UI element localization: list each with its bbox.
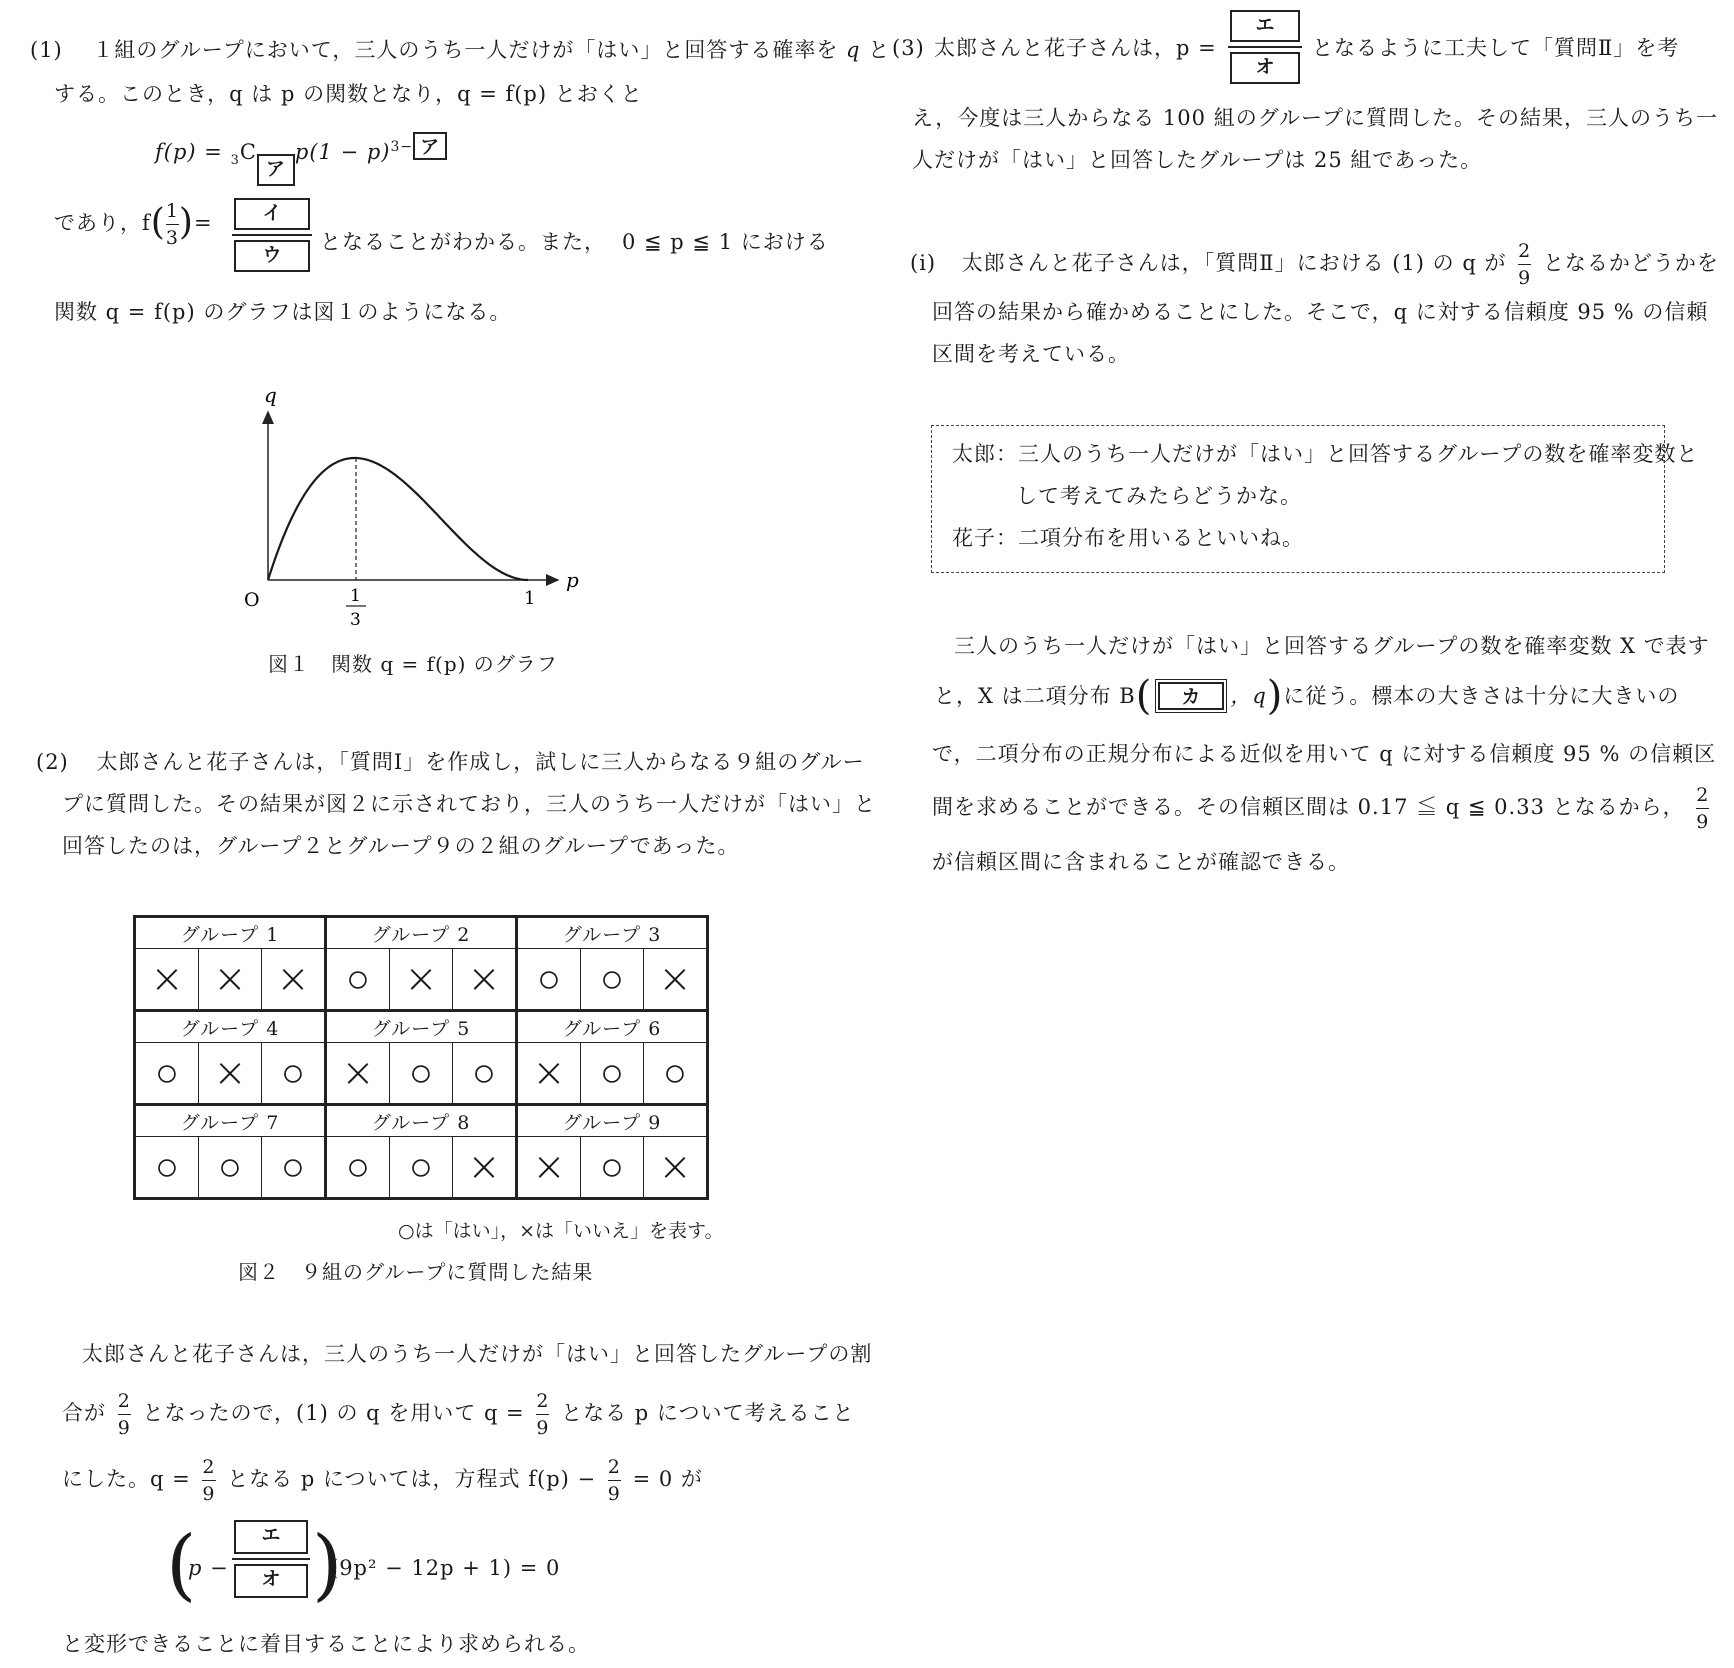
group-header: グループ 9 (517, 1105, 708, 1137)
answer-cell: × (644, 949, 708, 1011)
group-header: グループ 2 (326, 917, 517, 949)
answer-box-u[interactable]: ウ (234, 240, 310, 272)
part3-para-line4: 間を求めることができる。その信頼区間は 0.17 ≦ q ≦ 0.33 となるから， $\frac{2}{9}$ (932, 784, 1710, 833)
answer-box-i[interactable]: イ (234, 198, 310, 230)
part3-para-line1: 三人のうち一人だけが「はい」と回答するグループの数を確率変数 X で表す (954, 634, 1710, 658)
curve-f-p (268, 458, 528, 580)
part2b-line1: 太郎さんと花子さんは，三人のうち一人だけが「はい」と回答したグループの割 (82, 1342, 873, 1366)
answer-box-ka[interactable]: カ (1158, 682, 1224, 710)
part3-i-number: (i) (910, 251, 937, 275)
answer-box-a[interactable]: ア (257, 154, 295, 186)
answer-box-e[interactable]: エ (234, 1520, 308, 1554)
answer-cell: ○ (644, 1043, 708, 1105)
group-header: グループ 8 (326, 1105, 517, 1137)
q-axis-label: q (264, 383, 277, 407)
answer-cell: × (453, 949, 517, 1011)
fraction-e-o-part3 (1228, 10, 1302, 84)
group-header: グループ 5 (326, 1011, 517, 1043)
answer-cell: ○ (135, 1043, 199, 1105)
group-header: グループ 6 (517, 1011, 708, 1043)
part3-para-line3: で，二項分布の正規分布による近似を用いて q に対する信頼度 95 % の信頼区 (932, 742, 1717, 766)
figure2-caption: 図２ ９組のグループに質問した結果 (238, 1260, 594, 1284)
part3-i-line1: (i) 太郎さんと花子さんは，「質問Ⅱ」における (1) の q が $\frac{2}{9}$ となるかどうかを (910, 240, 1719, 289)
part3-i-line2: 回答の結果から確かめることにした。そこで，q に対する信頼度 95 % の信頼 (932, 300, 1709, 324)
tick-one: 1 (524, 588, 536, 609)
answer-cell: ○ (390, 1043, 453, 1105)
dialogue-taro-line2: して考えてみたらどうかな。 (1016, 484, 1302, 508)
tick-third-den: 3 (350, 610, 361, 630)
answer-cell: × (135, 949, 199, 1011)
tick-third-num: 1 (350, 586, 361, 606)
part3-number: (3) (892, 36, 925, 60)
part3-line2: え，今度は三人からなる 100 組のグループに質問した。その結果，三人のうち一 (912, 106, 1719, 130)
part3-line3: 人だけが「はい」と回答したグループは 25 組であった。 (912, 148, 1483, 172)
part2b-line3: にした。q = $\frac{2}{9}$ となる p については，方程式 f(p) − $\frac{2}{9}$ = 0 が (62, 1456, 703, 1505)
dialogue-box (931, 425, 1699, 573)
p-axis-label: p (566, 568, 579, 592)
answer-cell: × (644, 1137, 708, 1199)
answer-cell: ○ (326, 1137, 390, 1199)
part2-number: (2) (36, 750, 69, 774)
part1-line4: 関数 q = f(p) のグラフは図１のようになる。 (54, 300, 512, 324)
part3-para-line2: と，X は二項分布 B( カ ，q)に従う。標本の大きさは十分に大きいの (934, 673, 1680, 719)
answer-box-e-part3[interactable]: エ (1230, 10, 1300, 42)
dialogue-taro-line1: 太郎：三人のうち一人だけが「はい」と回答するグループの数を確率変数と (952, 442, 1699, 466)
part2b-last-line: と変形できることに着目することにより求められる。 (62, 1632, 590, 1656)
group-header: グループ 3 (517, 917, 708, 949)
figure2-table (133, 915, 709, 1200)
part1-number: (1) (30, 38, 63, 62)
figure2-legend: ○は「はい」，×は「いいえ」を表す。 (398, 1220, 724, 1242)
part2-line3: 回答したのは，グループ２とグループ９の２組のグループであった。 (62, 834, 740, 858)
answer-box-o[interactable]: オ (234, 1564, 308, 1598)
group-header: グループ 7 (135, 1105, 326, 1137)
answer-cell: ○ (390, 1137, 453, 1199)
part1-line3: であり，f( $\frac{1}{3}$ )= (54, 200, 213, 249)
answer-cell: ○ (326, 949, 390, 1011)
answer-cell: ○ (581, 949, 644, 1011)
answer-cell: ○ (262, 1043, 326, 1105)
part3-i-line3: 区間を考えている。 (932, 342, 1130, 366)
answer-cell: ○ (517, 949, 581, 1011)
answer-cell: × (326, 1043, 390, 1105)
answer-cell: ○ (262, 1137, 326, 1199)
part2-line1: (2) 太郎さんと花子さんは，「質問Ⅰ」を作成し，試しに三人からなる９組のグルー (36, 750, 865, 774)
answer-box-o-part3[interactable]: オ (1230, 52, 1300, 84)
answer-cell: × (199, 949, 262, 1011)
part2b-line2: 合が $\frac{2}{9}$ となったので，(1) の q を用いて q = $\frac{2}{9}$ となる p について考えること (62, 1390, 855, 1439)
answer-box-a-exponent[interactable]: ア (413, 132, 447, 160)
part1-line1: (1) １組のグループにおいて，三人のうち一人だけが「はい」と回答する確率を q と (30, 38, 891, 62)
answer-cell: × (453, 1137, 517, 1199)
answer-cell: × (262, 949, 326, 1011)
answer-cell: ○ (135, 1137, 199, 1199)
figure1-graph (230, 380, 590, 640)
part3-line1: (3) 太郎さんと花子さんは，p = エ オ となるように工夫して「質問Ⅱ」を考 (892, 8, 1712, 88)
answer-cell: × (390, 949, 453, 1011)
answer-cell: ○ (453, 1043, 517, 1105)
part1-line2: する。このとき，q は p の関数となり，q = f(p) とおくと (54, 82, 643, 106)
origin-label: O (244, 589, 260, 611)
group-header: グループ 1 (135, 917, 326, 949)
answer-cell: × (517, 1043, 581, 1105)
part3-para-line5: が信頼区間に含まれることが確認できる。 (932, 850, 1350, 874)
part1-line3-end: となることがわかる。また， 0 ≦ p ≦ 1 における (320, 230, 829, 254)
answer-cell: × (517, 1137, 581, 1199)
part2-line2: プに質問した。その結果が図２に示されており，三人のうち一人だけが「はい」と (62, 792, 876, 816)
fraction-i-u (232, 198, 312, 272)
dialogue-hanako: 花子：二項分布を用いるといいね。 (952, 526, 1304, 550)
answer-cell: ○ (581, 1137, 644, 1199)
fraction-e-o (232, 1520, 310, 1598)
part1-formula: f(p) = $_3$Cア$p(1 - p)^{3-}$ ア (155, 132, 447, 186)
answer-cell: ○ (581, 1043, 644, 1105)
figure1-caption: 図１ 関数 q = f(p) のグラフ (268, 652, 558, 676)
answer-cell: × (199, 1043, 262, 1105)
group-header: グループ 4 (135, 1011, 326, 1043)
answer-cell: ○ (199, 1137, 262, 1199)
